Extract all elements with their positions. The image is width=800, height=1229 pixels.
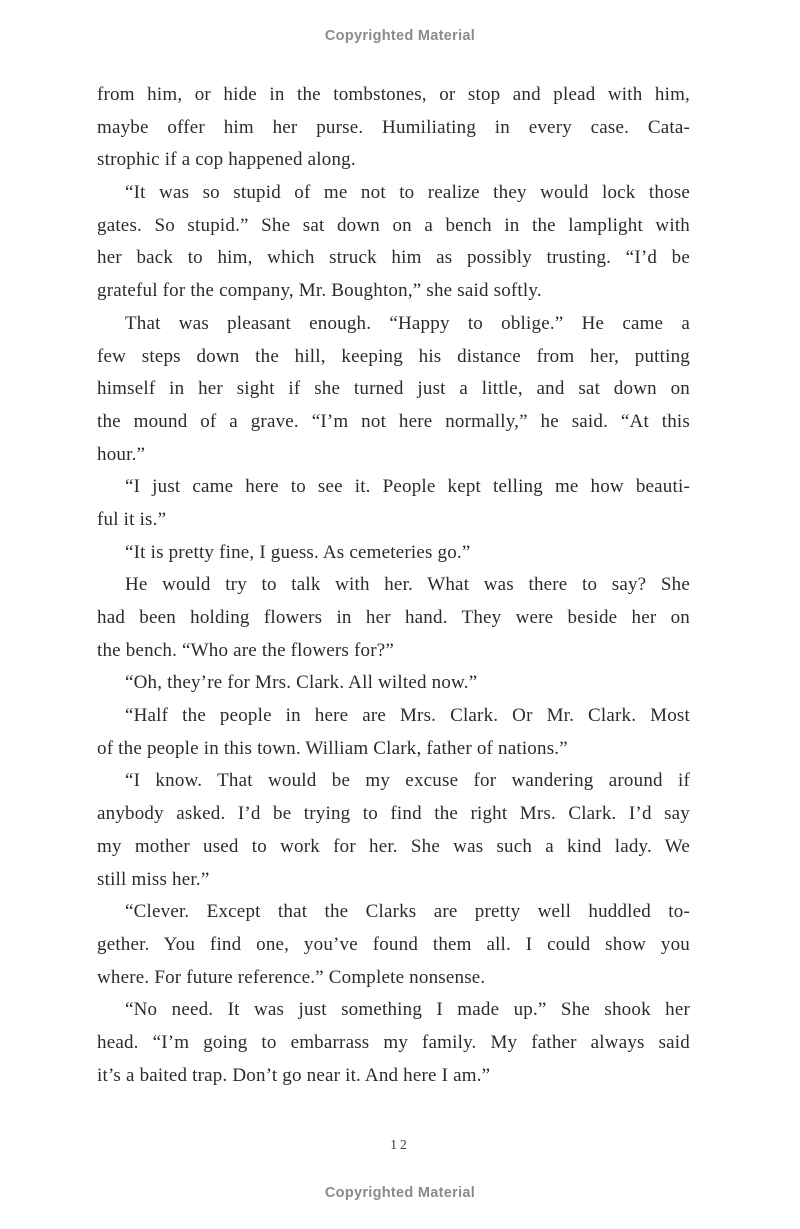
- text-line: That was pleasant enough. “Happy to oblige.” He came a: [125, 312, 690, 334]
- text-line: from him, or hide in the tombstones, or stop and plead with him,: [97, 84, 690, 105]
- text-line: “I just came here to see it. People kept telling me how beauti-: [125, 476, 690, 498]
- text-line: maybe offer him her purse. Humiliating in every case. Cata-: [97, 116, 690, 138]
- copyright-notice-top: Copyrighted Material: [324, 28, 476, 44]
- text-line: gates. So stupid.” She sat down on a bench in the lamplight with: [97, 214, 690, 236]
- text-line: it’s a baited trap. Don’t go near it. And here I am.”: [97, 1064, 491, 1086]
- text-line: her back to him, which struck him as possibly trusting. “I’d be: [97, 247, 690, 269]
- paragraph: [97, 471, 690, 536]
- page-number: 12: [390, 1137, 410, 1152]
- copyright-notice-bottom: Copyrighted Material: [324, 1185, 476, 1201]
- text-line: still miss her.”: [97, 868, 210, 890]
- text-line: few steps down the hill, keeping his distance from her, putting: [97, 345, 690, 367]
- paragraph: [97, 667, 690, 700]
- text-line: my mother used to work for her. She was such a kind lady. We: [97, 835, 690, 857]
- paragraph: [97, 700, 690, 765]
- body-text: [97, 79, 690, 1092]
- paragraph: [97, 569, 690, 667]
- text-line: himself in her sight if she turned just a little, and sat down on: [97, 378, 690, 400]
- text-line: where. For future reference.” Complete nonsense.: [97, 966, 486, 988]
- text-line: “Clever. Except that the Clarks are pretty well huddled to-: [125, 901, 690, 923]
- text-line: head. “I’m going to embarrass my family. My father always said: [97, 1031, 690, 1053]
- paragraph: [97, 308, 690, 471]
- paragraph: [97, 994, 690, 1092]
- paragraph: [97, 177, 690, 308]
- text-line: “Oh, they’re for Mrs. Clark. All wilted now.”: [125, 672, 478, 694]
- text-line: ful it is.”: [97, 508, 167, 530]
- text-line: “Half the people in here are Mrs. Clark. Or Mr. Clark. Most: [125, 705, 690, 727]
- text-line: of the people in this town. William Clark, father of nations.”: [97, 737, 568, 759]
- paragraph: [97, 765, 690, 896]
- text-line: “It is pretty fine, I guess. As cemeteries go.”: [125, 541, 471, 563]
- text-line: He would try to talk with her. What was there to say? She: [125, 574, 690, 596]
- paragraph: [97, 79, 690, 177]
- text-line: anybody asked. I’d be trying to find the right Mrs. Clark. I’d say: [97, 803, 690, 825]
- text-line: hour.”: [97, 443, 146, 465]
- text-line: “No need. It was just something I made up.” She shook her: [125, 999, 690, 1021]
- text-line: grateful for the company, Mr. Boughton,” she said softly.: [97, 280, 542, 302]
- text-line: gether. You find one, you’ve found them all. I could show you: [97, 933, 690, 955]
- text-line: the mound of a grave. “I’m not here normally,” he said. “At this: [97, 410, 690, 432]
- text-line: the bench. “Who are the flowers for?”: [97, 639, 395, 661]
- text-line: “I know. That would be my excuse for wandering around if: [125, 770, 690, 792]
- text-line: “It was so stupid of me not to realize they would lock those: [125, 182, 690, 204]
- text-line: strophic if a cop happened along.: [97, 149, 356, 171]
- paragraph: [97, 896, 690, 994]
- text-line: had been holding flowers in her hand. They were beside her on: [97, 607, 690, 628]
- paragraph: [97, 537, 690, 570]
